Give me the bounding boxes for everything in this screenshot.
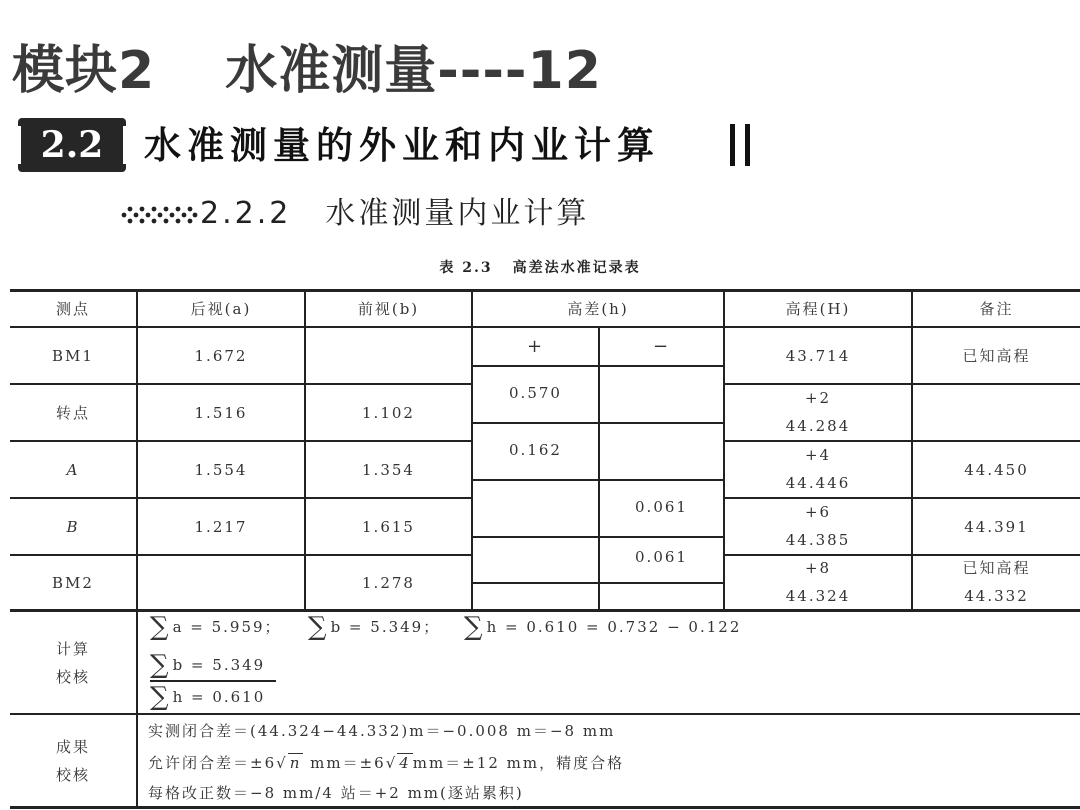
fraction-denominator <box>150 682 265 712</box>
result-label <box>10 716 136 806</box>
sum-b-text: b = 5.349； <box>330 618 441 636</box>
sum-a <box>150 612 282 642</box>
header-height-diff: 高差(h) <box>567 300 629 318</box>
row-foresight: 1.102 <box>362 403 415 422</box>
row-correction: +8 <box>804 559 832 577</box>
fraction-numerator-text: b = 5.349 <box>172 656 266 674</box>
row-elevation-value: 44.385 <box>785 531 851 549</box>
row-elevation <box>725 384 911 440</box>
height-diff-plus <box>473 498 598 536</box>
sqrt-symbol: √ <box>385 754 398 772</box>
allowed-error-suffix: mm＝±12 mm，精度合格 <box>412 754 625 772</box>
sqrt-radicand: 4 <box>399 754 411 772</box>
row-elevation <box>725 441 911 497</box>
row-correction: +2 <box>804 389 832 407</box>
fraction-numerator <box>150 650 265 680</box>
table-rule <box>10 806 1080 809</box>
row-point: B <box>66 517 80 536</box>
sigma-symbol: ∑ <box>150 682 171 712</box>
height-diff-plus: 0.162 <box>509 441 562 459</box>
row-backsight: 1.516 <box>194 403 248 422</box>
fraction-denominator-text: h = 0.610 <box>172 688 266 706</box>
result-correction-per-station: 每格改正数＝−8 mm/4 站＝+2 mm(逐站累积) <box>148 784 524 802</box>
result-label-line: 校核 <box>55 766 90 784</box>
header-elevation: 高程(H) <box>785 300 851 318</box>
row-foresight: 1.615 <box>362 517 415 536</box>
row-backsight: 1.217 <box>194 517 248 536</box>
row-remark: 44.391 <box>964 517 1029 536</box>
row-elevation-value: 44.446 <box>785 474 851 492</box>
subsection-number: 2.2.2 <box>200 196 292 231</box>
row-foresight: 1.278 <box>362 573 415 592</box>
row-backsight: 1.672 <box>194 346 248 365</box>
sigma-symbol: ∑ <box>150 612 171 642</box>
result-allowed-error <box>148 752 624 773</box>
height-diff-minus: 0.061 <box>635 498 688 516</box>
row-remark-line: 44.332 <box>964 587 1029 605</box>
result-closure-error: 实测闭合差＝(44.324−44.332)m＝−0.008 m＝−8 mm <box>148 722 616 740</box>
row-elevation-value: 44.324 <box>785 587 851 605</box>
row-point: 转点 <box>55 404 90 422</box>
sum-b <box>308 612 440 642</box>
row-correction: +4 <box>804 446 832 464</box>
height-diff-plus: 0.570 <box>509 384 562 402</box>
check-label <box>10 612 136 713</box>
row-point: BM1 <box>52 346 94 365</box>
check-label-line: 计算 <box>55 639 90 658</box>
dot-ornament-icon <box>120 200 198 230</box>
row-backsight: 1.554 <box>194 460 248 479</box>
row-remark-line: 已知高程 <box>962 559 1031 577</box>
sum-a-text: a = 5.959； <box>172 618 282 636</box>
check-label-line: 校核 <box>55 667 90 686</box>
height-diff-plus <box>473 548 598 582</box>
row-elevation <box>725 498 911 554</box>
subsection-title <box>200 192 589 236</box>
sqrt-symbol: √ <box>276 754 288 772</box>
allowed-error-mid: mm＝±6 <box>303 754 386 772</box>
row-elevation <box>725 555 911 609</box>
sum-h-text: h = 0.610 = 0.732 − 0.122 <box>486 618 742 636</box>
header-backsight: 后视(a) <box>190 300 252 318</box>
section-number-badge: 2.2 <box>18 118 126 172</box>
row-remark: 44.450 <box>964 460 1029 479</box>
result-label-line: 成果 <box>55 738 90 756</box>
row-point: A <box>66 460 80 479</box>
module-title <box>12 28 602 103</box>
row-correction: +6 <box>804 503 832 521</box>
table-caption-title: 高差法水准记录表 <box>512 260 641 276</box>
module-name: 水准测量----12 <box>225 41 602 101</box>
sign-plus: + <box>526 336 545 357</box>
subsection-name: 水准测量内业计算 <box>325 196 590 231</box>
sigma-symbol: ∑ <box>308 612 329 642</box>
table-rule <box>10 713 1080 715</box>
row-remark <box>913 385 1080 440</box>
row-foresight <box>306 328 471 383</box>
header-point: 测点 <box>55 300 90 318</box>
module-label: 模块2 <box>12 41 156 101</box>
table-caption <box>0 257 1080 277</box>
header-foresight: 前视(b) <box>357 300 420 318</box>
height-diff-minus: 0.061 <box>635 548 688 566</box>
allowed-error-prefix: 允许闭合差＝±6 <box>148 754 277 772</box>
row-backsight <box>138 556 304 609</box>
row-point: BM2 <box>52 573 94 592</box>
sigma-symbol: ∑ <box>150 650 171 680</box>
row-foresight: 1.354 <box>362 460 415 479</box>
sqrt-radicand: n <box>289 754 302 772</box>
sign-minus: − <box>652 336 671 357</box>
row-elevation-value: 44.284 <box>785 417 851 435</box>
row-remark <box>913 555 1080 609</box>
header-remark: 备注 <box>979 300 1014 318</box>
table-caption-number: 表 2.3 <box>439 260 493 276</box>
row-elevation: 43.714 <box>785 346 851 365</box>
height-diff-minus <box>600 441 723 479</box>
sum-h <box>464 612 741 642</box>
row-remark: 已知高程 <box>962 347 1031 365</box>
section-title: 水准测量的外业和内业计算 <box>144 123 660 167</box>
height-diff-minus <box>600 384 723 422</box>
section-end-marker <box>730 124 750 166</box>
sigma-symbol: ∑ <box>464 612 485 642</box>
